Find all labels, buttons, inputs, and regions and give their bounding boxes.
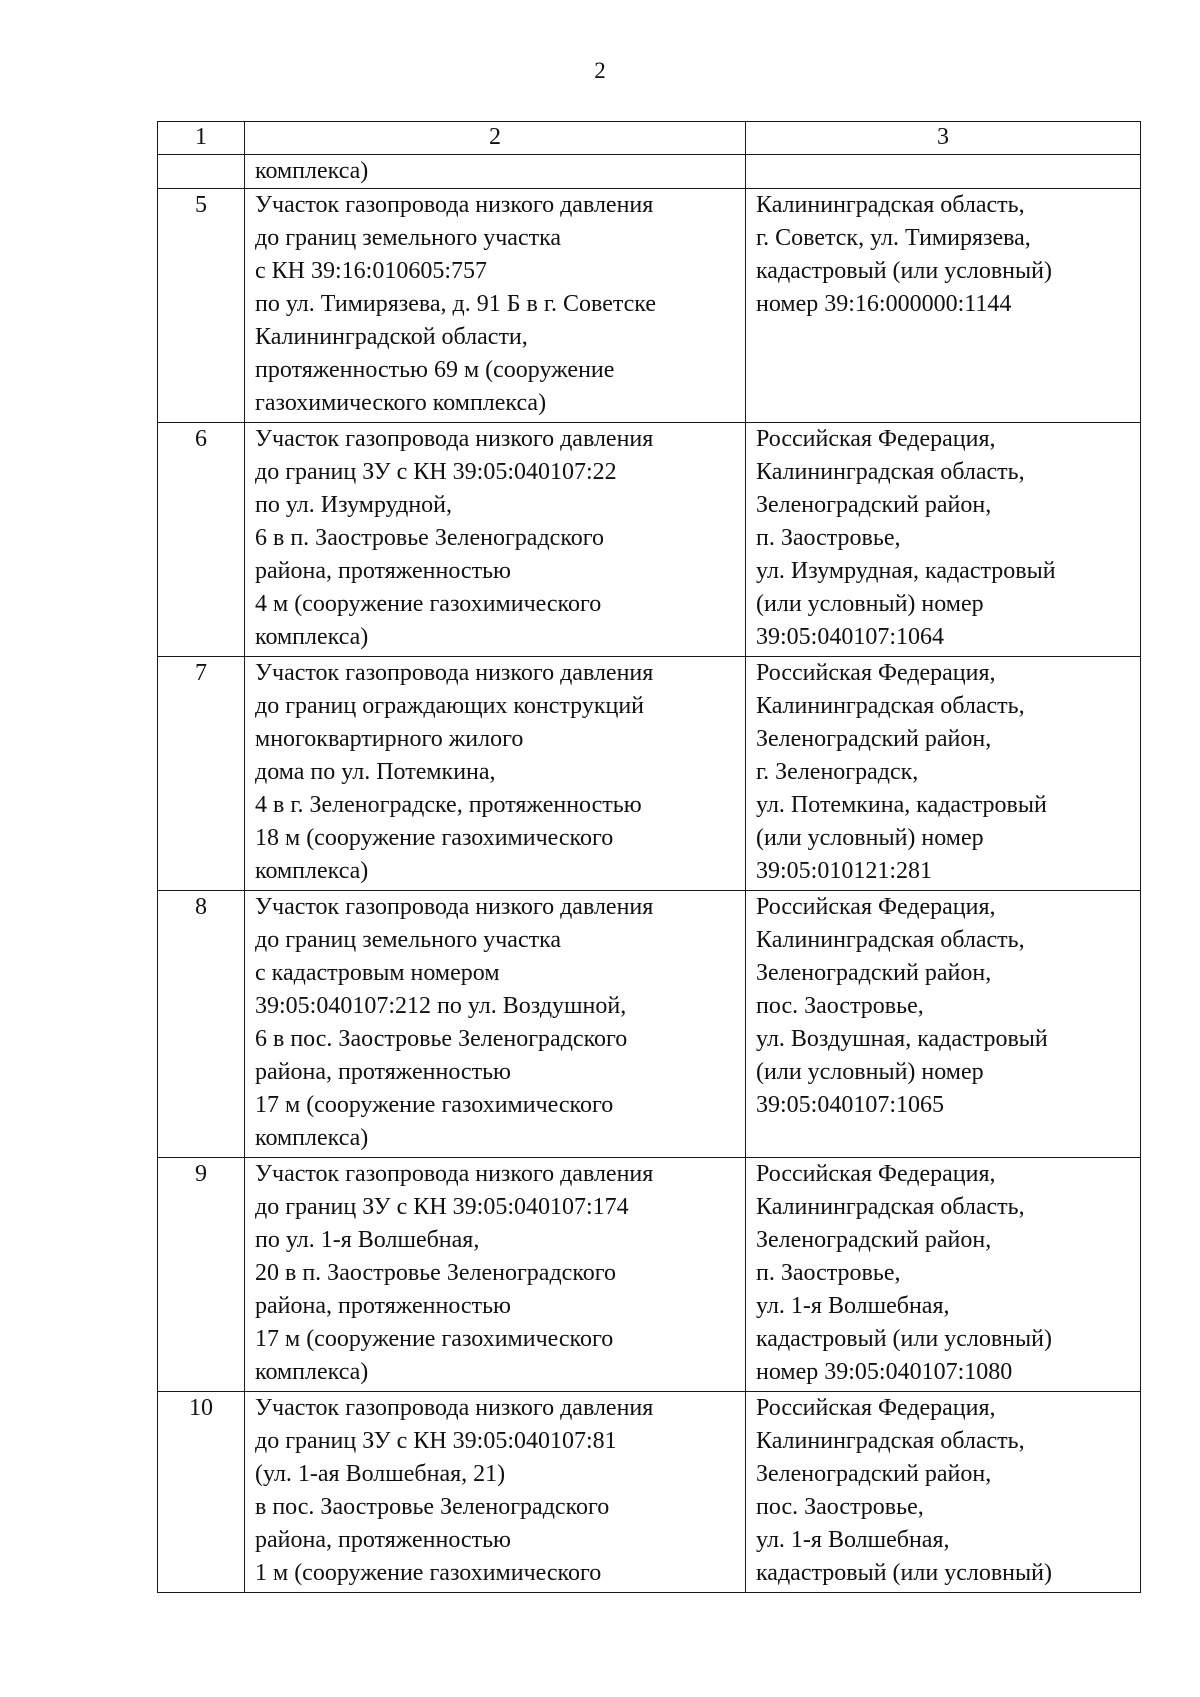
- object-description-line: Участок газопровода низкого давления: [255, 660, 654, 686]
- object-location-line: (или условный) номер: [756, 1059, 984, 1085]
- object-description-line: Участок газопровода низкого давления: [255, 426, 654, 452]
- object-description-line: по ул. Тимирязева, д. 91 Б в г. Советске: [255, 291, 657, 317]
- object-description-line: до границ ЗУ с КН 39:05:040107:22: [255, 459, 617, 485]
- object-description: [245, 1392, 746, 1593]
- row-number: 6: [158, 423, 245, 657]
- object-location: [746, 155, 1141, 189]
- object-description-line: района, протяженностью: [255, 1293, 511, 1319]
- object-location-line: кадастровый (или условный): [756, 1326, 1052, 1352]
- object-description-line: до границ ограждающих конструкций: [255, 693, 645, 719]
- object-location-line: кадастровый (или условный): [756, 1560, 1052, 1586]
- object-location-line: Калининградская область,: [756, 927, 1025, 953]
- object-description: [245, 657, 746, 891]
- table-row: [158, 189, 1141, 423]
- object-location-line: 39:05:040107:1064: [756, 624, 945, 650]
- object-location-line: Российская Федерация,: [756, 1161, 996, 1187]
- object-description-line: комплекса): [255, 1359, 369, 1385]
- object-description-line: до границ земельного участка: [255, 225, 562, 251]
- object-description-line: с КН 39:16:010605:757: [255, 258, 487, 284]
- table-row: [158, 1392, 1141, 1593]
- object-description: [245, 189, 746, 423]
- object-description-line: 6 в пос. Заостровье Зеленоградского: [255, 1026, 628, 1052]
- object-location-line: 39:05:010121:281: [756, 858, 933, 884]
- object-description-line: по ул. Изумрудной,: [255, 492, 453, 518]
- object-description-line: 18 м (сооружение газохимического: [255, 825, 614, 851]
- object-location-line: г. Зеленоградск,: [756, 759, 919, 785]
- object-location-line: Зеленоградский район,: [756, 1461, 992, 1487]
- object-location-line: Калининградская область,: [756, 1428, 1025, 1454]
- object-description-line: дома по ул. Потемкина,: [255, 759, 496, 785]
- object-description-line: многоквартирного жилого: [255, 726, 524, 752]
- object-location-line: Калининградская область,: [756, 192, 1025, 218]
- object-location: [746, 657, 1141, 891]
- page-number: 2: [594, 58, 606, 83]
- object-description-line: Калининградской области,: [255, 324, 528, 350]
- object-description-line: комплекса): [255, 158, 369, 184]
- column-number-1: 1: [158, 122, 245, 155]
- object-location-line: Российская Федерация,: [756, 426, 996, 452]
- object-description-line: Участок газопровода низкого давления: [255, 894, 654, 920]
- object-description-line: 20 в п. Заостровье Зеленоградского: [255, 1260, 617, 1286]
- objects-table: [157, 121, 1141, 1593]
- object-description-line: до границ ЗУ с КН 39:05:040107:174: [255, 1194, 629, 1220]
- object-description-line: 4 в г. Зеленоградске, протяженностью: [255, 792, 642, 818]
- object-description-line: района, протяженностью: [255, 558, 511, 584]
- row-number: 9: [158, 1158, 245, 1392]
- object-description-line: газохимического комплекса): [255, 390, 547, 416]
- object-description: [245, 891, 746, 1158]
- object-location-line: ул. Воздушная, кадастровый: [756, 1026, 1048, 1052]
- object-description-line: 6 в п. Заостровье Зеленоградского: [255, 525, 605, 551]
- object-location-line: ул. Изумрудная, кадастровый: [756, 558, 1056, 584]
- object-location-line: 39:05:040107:1065: [756, 1092, 945, 1118]
- object-location-line: пос. Заостровье,: [756, 993, 924, 1019]
- column-number-2: 2: [245, 122, 746, 155]
- object-location-line: (или условный) номер: [756, 825, 984, 851]
- object-description-line: комплекса): [255, 624, 369, 650]
- row-number: 8: [158, 891, 245, 1158]
- row-number: 10: [158, 1392, 245, 1593]
- object-description-line: протяженностью 69 м (сооружение: [255, 357, 615, 383]
- object-location: [746, 891, 1141, 1158]
- object-description: [245, 155, 746, 189]
- object-location-line: п. Заостровье,: [756, 1260, 901, 1286]
- object-description-line: с кадастровым номером: [255, 960, 500, 986]
- table-row: [158, 1158, 1141, 1392]
- object-location: [746, 423, 1141, 657]
- table-row: [158, 423, 1141, 657]
- object-description: [245, 1158, 746, 1392]
- column-number-3: 3: [746, 122, 1141, 155]
- object-description-line: (ул. 1-ая Волшебная, 21): [255, 1461, 506, 1487]
- object-description-line: до границ земельного участка: [255, 927, 562, 953]
- object-location-line: номер 39:05:040107:1080: [756, 1359, 1013, 1385]
- object-description-line: Участок газопровода низкого давления: [255, 192, 654, 218]
- object-location-line: Зеленоградский район,: [756, 960, 992, 986]
- object-description-line: Участок газопровода низкого давления: [255, 1395, 654, 1421]
- object-location-line: пос. Заостровье,: [756, 1494, 924, 1520]
- object-location-line: г. Советск, ул. Тимирязева,: [756, 225, 1031, 251]
- row-number: 7: [158, 657, 245, 891]
- object-location-line: кадастровый (или условный): [756, 258, 1052, 284]
- object-location-line: Зеленоградский район,: [756, 726, 992, 752]
- row-number: 5: [158, 189, 245, 423]
- object-location-line: ул. Потемкина, кадастровый: [756, 792, 1047, 818]
- object-description-line: комплекса): [255, 858, 369, 884]
- object-description-line: 17 м (сооружение газохимического: [255, 1326, 614, 1352]
- table-row-continuation: [158, 155, 1141, 189]
- object-location-line: п. Заостровье,: [756, 525, 901, 551]
- object-description-line: в пос. Заостровье Зеленоградского: [255, 1494, 610, 1520]
- object-location-line: Зеленоградский район,: [756, 492, 992, 518]
- table-row: [158, 891, 1141, 1158]
- object-description-line: 4 м (сооружение газохимического: [255, 591, 602, 617]
- object-location-line: Зеленоградский район,: [756, 1227, 992, 1253]
- object-description-line: района, протяженностью: [255, 1059, 511, 1085]
- object-description-line: 1 м (сооружение газохимического: [255, 1560, 602, 1586]
- object-location-line: Российская Федерация,: [756, 1395, 996, 1421]
- table-header-row: [158, 122, 1141, 155]
- object-description: [245, 423, 746, 657]
- object-location: [746, 1158, 1141, 1392]
- object-description-line: района, протяженностью: [255, 1527, 511, 1553]
- object-location: [746, 189, 1141, 423]
- object-description-line: комплекса): [255, 1125, 369, 1151]
- object-location-line: Калининградская область,: [756, 1194, 1025, 1220]
- object-description-line: по ул. 1-я Волшебная,: [255, 1227, 480, 1253]
- object-location-line: ул. 1-я Волшебная,: [756, 1293, 950, 1319]
- object-location-line: Российская Федерация,: [756, 660, 996, 686]
- object-location-line: Российская Федерация,: [756, 894, 996, 920]
- object-location-line: Калининградская область,: [756, 693, 1025, 719]
- object-location-line: Калининградская область,: [756, 459, 1025, 485]
- object-location-line: номер 39:16:000000:1144: [756, 291, 1012, 317]
- object-location-line: ул. 1-я Волшебная,: [756, 1527, 950, 1553]
- row-number: [158, 155, 245, 189]
- object-location-line: (или условный) номер: [756, 591, 984, 617]
- object-description-line: 39:05:040107:212 по ул. Воздушной,: [255, 993, 627, 1019]
- object-description-line: 17 м (сооружение газохимического: [255, 1092, 614, 1118]
- object-description-line: до границ ЗУ с КН 39:05:040107:81: [255, 1428, 617, 1454]
- object-location: [746, 1392, 1141, 1593]
- object-description-line: Участок газопровода низкого давления: [255, 1161, 654, 1187]
- table-row: [158, 657, 1141, 891]
